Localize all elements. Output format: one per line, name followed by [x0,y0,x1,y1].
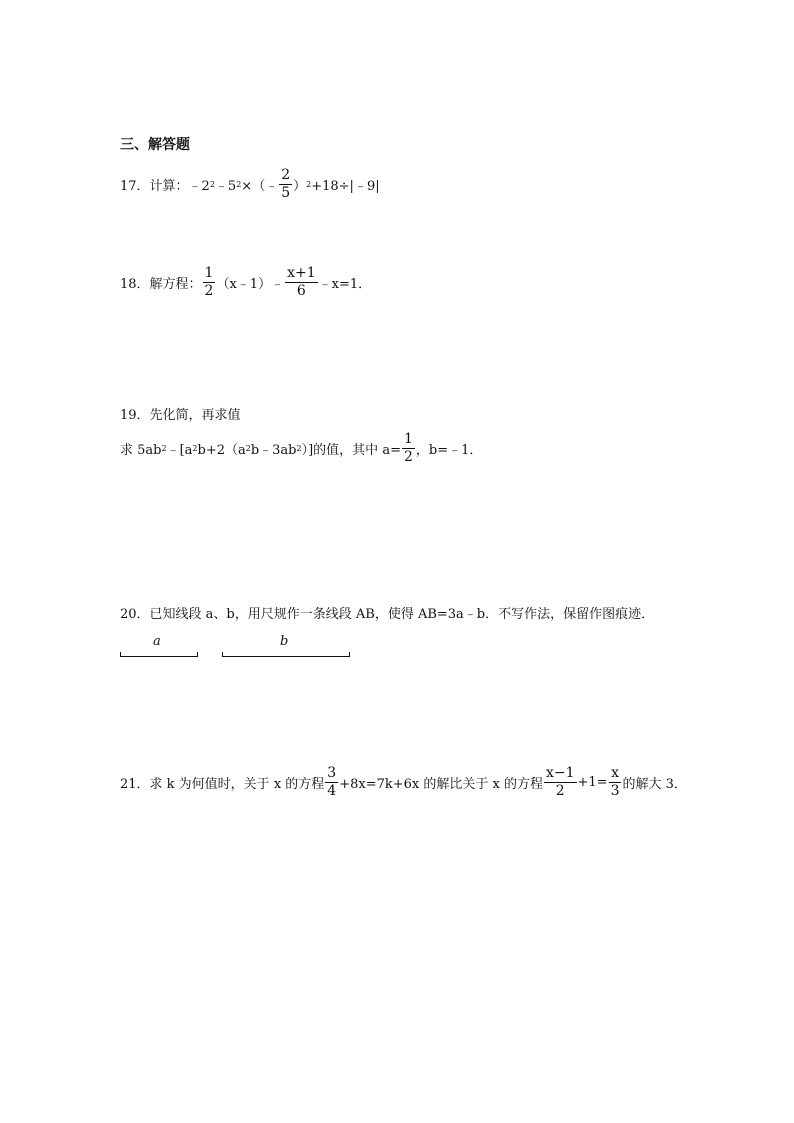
q17-fraction [279,168,292,200]
segment-b-label: b [280,634,289,649]
question-17 [120,168,380,200]
question-21 [120,766,687,798]
q19-rest: ，b=﹣1． [415,442,483,458]
q17-times: ×（﹣ [241,178,279,194]
q19-part-5: ）]的值，其中 a= [301,442,401,458]
q21-frac3-denominator: 3 [610,782,620,799]
q21-frac1-denominator: 4 [327,782,337,799]
question-19 [120,432,482,464]
q17-exp-2: 2 [236,179,242,189]
q17-prefix: 17．计算：﹣2 [120,178,210,194]
q21-prefix: 21．求 k 为何值时，关于 x 的方程 [120,776,325,792]
q19-prefix: 求 5ab [120,442,162,458]
q21-rest: 的解大 3． [622,776,687,792]
q18-rest: ﹣x=1． [318,276,372,292]
q19-fraction [402,432,415,464]
q21-frac2-numerator: x−1 [545,765,575,781]
segment-a-label: a [153,634,161,649]
q17-rest: +18÷|﹣9| [311,178,380,194]
q18-prefix: 18．解方程： [120,276,202,292]
q17-exp-3: 2 [306,179,312,189]
q21-mid: +8x=7k+6x 的解比关于 x 的方程 [339,776,543,792]
q18-frac1-numerator: 1 [204,265,214,281]
q17-close: ） [293,178,307,194]
question-19-title: 19．先化简，再求值 [120,408,241,423]
q19-part-2: ﹣[a [166,442,193,458]
segment-b-line [222,652,350,657]
q21-fraction-2 [544,766,577,798]
q21-mid-2: +1= [577,774,608,790]
q21-frac3-numerator: x [611,765,619,781]
q19-exp-4: 2 [296,443,302,453]
q21-fraction-3 [609,766,622,798]
q19-part-3: b+2（a [197,442,246,458]
q18-fraction-2 [285,266,318,298]
segment-a-line [120,652,198,657]
q19-exp-1: 2 [161,443,167,453]
section-title: 三、解答题 [120,137,190,153]
q21-frac1-numerator: 3 [327,765,337,781]
q18-fraction-1 [203,266,216,298]
question-18 [120,266,371,298]
q21-frac2-denominator: 2 [555,782,565,799]
question-20: 20．已知线段 a、b，用尺规作一条线段 AB，使得 AB=3a﹣b．不写作法，保留作图痕迹． [120,607,655,622]
q21-fraction-1 [325,766,338,798]
q17-frac-numerator: 2 [281,167,291,183]
q18-mid: （x﹣1）﹣ [216,276,285,292]
q19-frac-numerator: 1 [403,431,413,447]
q19-exp-2: 2 [192,443,198,453]
q17-frac-denominator: 5 [281,184,291,201]
q17-minus: ﹣5 [214,178,237,194]
q17-exp-1: 2 [209,179,215,189]
q18-frac2-numerator: x+1 [287,265,316,281]
q19-exp-3: 2 [245,443,251,453]
q18-frac1-denominator: 2 [204,282,214,299]
q18-frac2-denominator: 6 [296,282,306,299]
q19-frac-denominator: 2 [403,448,413,465]
q19-part-4: b﹣3ab [250,442,297,458]
